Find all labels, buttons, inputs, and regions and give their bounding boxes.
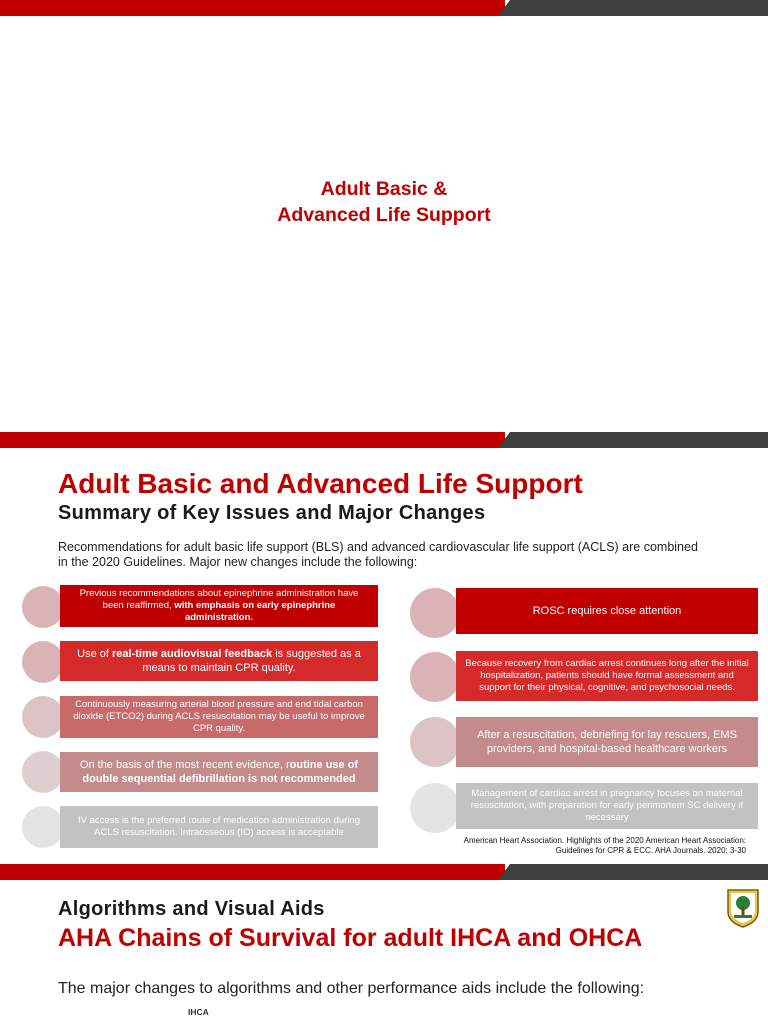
list-item-text: Previous recommendations about epinephrine administration have been reaffirmed, with emphasis on early epinephrine administration. xyxy=(60,585,378,627)
slide-subheading: Algorithms and Visual Aids xyxy=(58,898,325,920)
ihca-label: IHCA xyxy=(188,1007,209,1017)
bullet-circle xyxy=(410,588,460,638)
list-item-text: After a resuscitation, debriefing for lay rescuers, EMS providers, and hospital-based healthcare workers xyxy=(456,717,758,767)
citation-line-1: American Heart Association. Highlights of the 2020 American Heart Association: xyxy=(463,836,746,845)
intro-text: Recommendations for adult basic life support (BLS) and advanced cardiovascular life support (ACLS) are combined in the 2020 Guidelines. Major new changes include the following: xyxy=(58,540,698,569)
bullet-circle xyxy=(410,783,460,833)
bullet-circle xyxy=(22,751,64,793)
bullet-circle xyxy=(22,586,64,628)
slide-title-text xyxy=(0,176,768,228)
header-bar xyxy=(0,432,768,448)
slide-algorithms xyxy=(0,864,768,1024)
list-item-text: IV access is the preferred route of medication administration during ACLS resuscitation. Intraosseous (IO) access is acceptable xyxy=(60,806,378,848)
slide-title xyxy=(0,0,768,432)
body-text: The major changes to algorithms and other performance aids include the following: xyxy=(58,980,645,997)
slide-heading: Adult Basic and Advanced Life Support xyxy=(58,468,583,499)
slide-heading: AHA Chains of Survival for adult IHCA and OHCA xyxy=(58,924,643,952)
list-item-text: Management of cardiac arrest in pregnancy focuses on maternal resuscitation, with preparation for early perimortem SC delivery if necessary xyxy=(456,783,758,829)
bullet-circle xyxy=(22,641,64,683)
title-line-1: Adult Basic & xyxy=(320,178,448,200)
list-item-text: ROSC requires close attention xyxy=(456,588,758,634)
slide-subheading: Summary of Key Issues and Major Changes xyxy=(58,502,486,524)
bullet-circle xyxy=(410,717,460,767)
title-line-2: Advanced Life Support xyxy=(277,204,491,226)
list-item-text: Continuously measuring arterial blood pressure and end tidal carbon dioxide (ETCO2) during ACLS resuscitation may be useful to improve CPR quality. xyxy=(60,696,378,738)
bullet-circle xyxy=(410,652,460,702)
bullet-circle xyxy=(22,696,64,738)
header-bar xyxy=(0,864,768,880)
list-item-text: On the basis of the most recent evidence, routine use of double sequential defibrillation is not recommended xyxy=(60,752,378,792)
header-bar xyxy=(0,0,768,16)
citation-line-2: Guidelines for CPR & ECC. AHA Journals. 2020; 3-30 xyxy=(555,846,746,855)
bullet-circle xyxy=(22,806,64,848)
citation xyxy=(436,836,746,856)
slide-summary xyxy=(0,432,768,864)
list-item-text: Because recovery from cardiac arrest continues long after the initial hospitalization, patients should have formal assessment and support for their physical, cognitive, and psychosocial needs. xyxy=(456,651,758,701)
logo-icon xyxy=(726,888,760,928)
list-item-text: Use of real-time audiovisual feedback is suggested as a means to maintain CPR quality. xyxy=(60,641,378,681)
